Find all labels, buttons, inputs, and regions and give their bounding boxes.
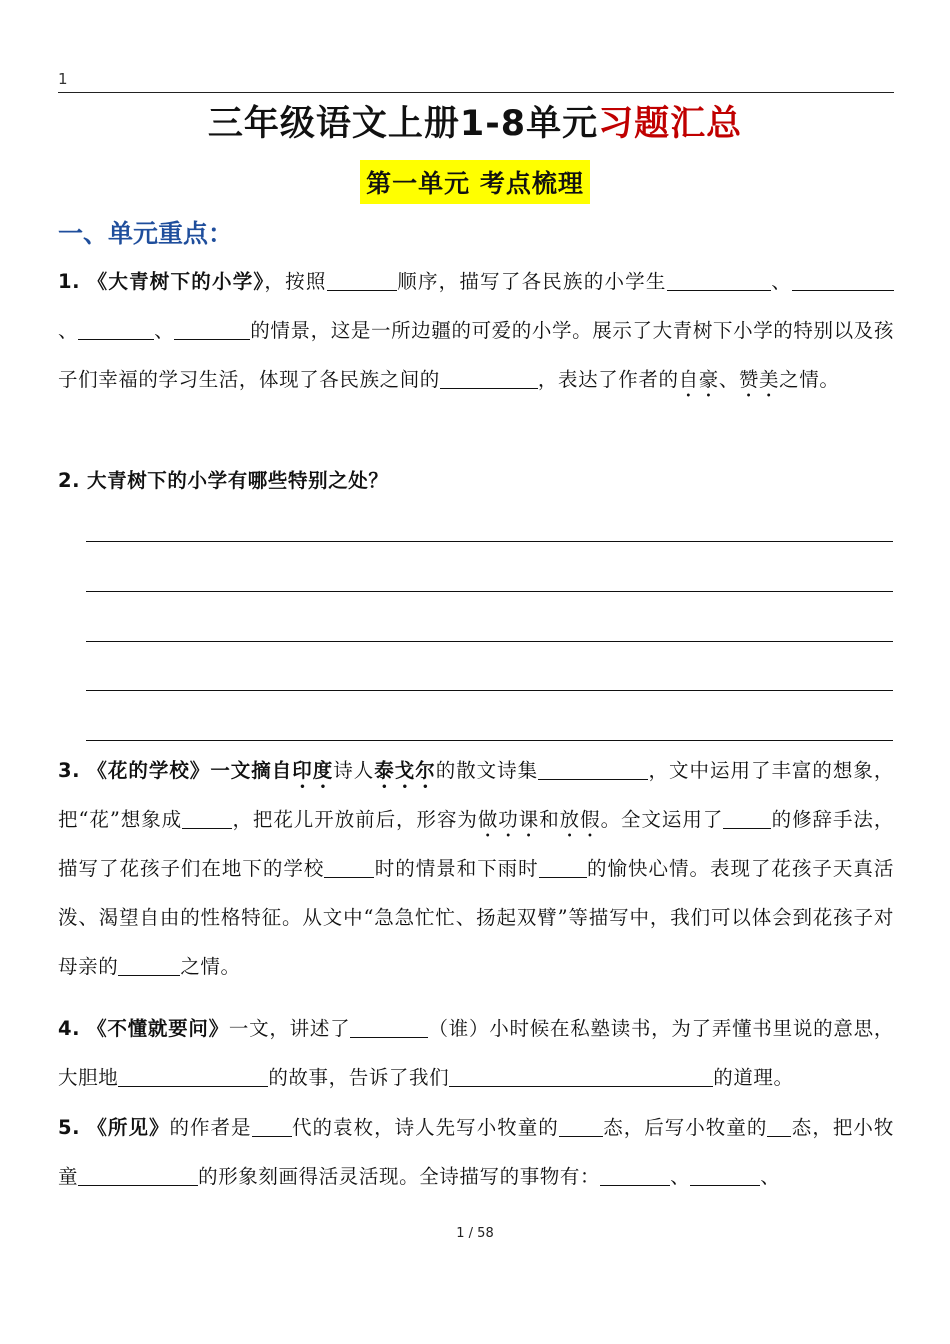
page-indicator: 1 / 58 [456,1226,494,1241]
fill-blank[interactable] [118,1067,268,1088]
fill-blank[interactable] [78,1166,198,1187]
header-rule [58,92,894,93]
lesson-title: 《大青树下的小学》 [87,270,265,293]
unit-subtitle: 第一单元 考点梳理 [360,160,590,204]
text: 态，把小牧童 [58,1116,894,1188]
fill-blank[interactable] [350,1018,428,1039]
text: 态，后写小牧童的 [602,1116,768,1139]
text: 、 [770,270,792,293]
text: 的道理。 [713,1066,794,1089]
title-main: 三年级语文上册1-8单元 [207,104,599,144]
answer-line[interactable] [86,690,893,691]
text: 的散文诗集 [435,759,539,782]
text: （谁）小时候在私塾读书，为了弄懂书里说的意思，大胆地 [58,1017,894,1089]
emphasized-text: 自豪 [678,368,719,391]
fill-blank[interactable] [690,1166,760,1187]
fill-blank[interactable] [600,1166,670,1187]
text: 的愉快心情。表现了花孩子天真活泼、渴望自由的性格特征。从文中“急急忙忙、扬起双臂”等描写中，我们可以体会到花孩子对母亲的 [58,857,894,978]
text: ，把花儿开放前后，形容为 [232,808,478,831]
text: 、 [58,319,79,342]
emphasized-text: 泰戈尔 [374,759,436,782]
text: ，表达了作者的 [537,368,679,391]
fill-blank[interactable] [539,858,587,879]
text: 的故事，告诉了我们 [268,1066,450,1089]
question-number: 1. [58,270,81,293]
question-4 [58,1004,894,1102]
emphasized-text: 放假 [559,808,601,831]
text: 一文摘自 [210,759,293,782]
text: 诗人 [333,759,375,782]
answer-line[interactable] [86,591,893,592]
section-heading-key-points: 一、单元重点： [58,219,234,248]
fill-blank[interactable] [449,1067,713,1088]
question-2 [58,456,894,505]
fill-blank[interactable] [324,858,374,879]
fill-blank[interactable] [440,369,538,390]
text: 的情景，这是一所边疆的可爱的小学。展示了大青树下小学的特别以及孩子们幸福的学习生活，体现了各民族之间的 [58,319,894,391]
emphasized-text: 做功课 [477,808,540,831]
text: 、 [718,368,739,391]
text: 一文，讲述了 [228,1017,351,1040]
fill-blank[interactable] [182,809,232,830]
fill-blank[interactable] [327,271,397,292]
question-3 [58,746,894,991]
fill-blank[interactable] [767,1117,791,1138]
text: ，文中运用了丰富的想象，把“花”想象成 [58,759,894,831]
text: 的形象刻画得活灵活现。全诗描写的事物有： [198,1165,601,1188]
question-number: 4. [58,1017,81,1040]
title-highlight: 习题汇总 [598,104,743,144]
text: 、 [670,1165,691,1188]
fill-blank[interactable] [174,320,250,341]
text: 、 [760,1165,781,1188]
fill-blank[interactable] [78,320,154,341]
question-number: 3. [58,759,81,782]
question-number: 2. [58,469,81,492]
lesson-title: 《花的学校》 [87,759,211,782]
text: ，按照 [264,270,327,293]
text: 代的袁枚，诗人先写小牧童的 [291,1116,559,1139]
page-title [0,96,950,146]
question-1 [58,257,894,404]
text: 、 [154,319,175,342]
subtitle-wrapper [0,160,950,204]
question-5 [58,1103,894,1201]
answer-line[interactable] [86,641,893,642]
fill-blank[interactable] [667,271,771,292]
header-page-number: 1 [58,70,68,88]
lesson-title: 《不懂就要问》 [87,1017,229,1040]
answer-line[interactable] [86,541,893,542]
text: 之情。 [180,955,241,978]
answer-line[interactable] [86,740,893,741]
emphasized-text: 印度 [292,759,334,782]
text: 和 [539,808,560,831]
question-number: 5. [58,1116,81,1139]
fill-blank[interactable] [723,809,771,830]
text: 的修辞手法，描写了花孩子们在地下的学校 [58,808,894,880]
text: 的作者是 [169,1116,252,1139]
fill-blank[interactable] [792,271,894,292]
text: 。全文运用了 [600,808,724,831]
text: 时的情景和下雨时 [374,857,539,880]
fill-blank[interactable] [538,760,648,781]
emphasized-text: 赞美 [738,368,780,391]
fill-blank[interactable] [118,956,180,977]
fill-blank[interactable] [252,1117,292,1138]
lesson-title: 《所见》 [87,1116,170,1139]
text: 之情。 [779,368,840,391]
question-text: 大青树下的小学有哪些特别之处？ [87,469,389,492]
text: 顺序，描写了各民族的小学生 [396,270,667,293]
fill-blank[interactable] [559,1117,603,1138]
